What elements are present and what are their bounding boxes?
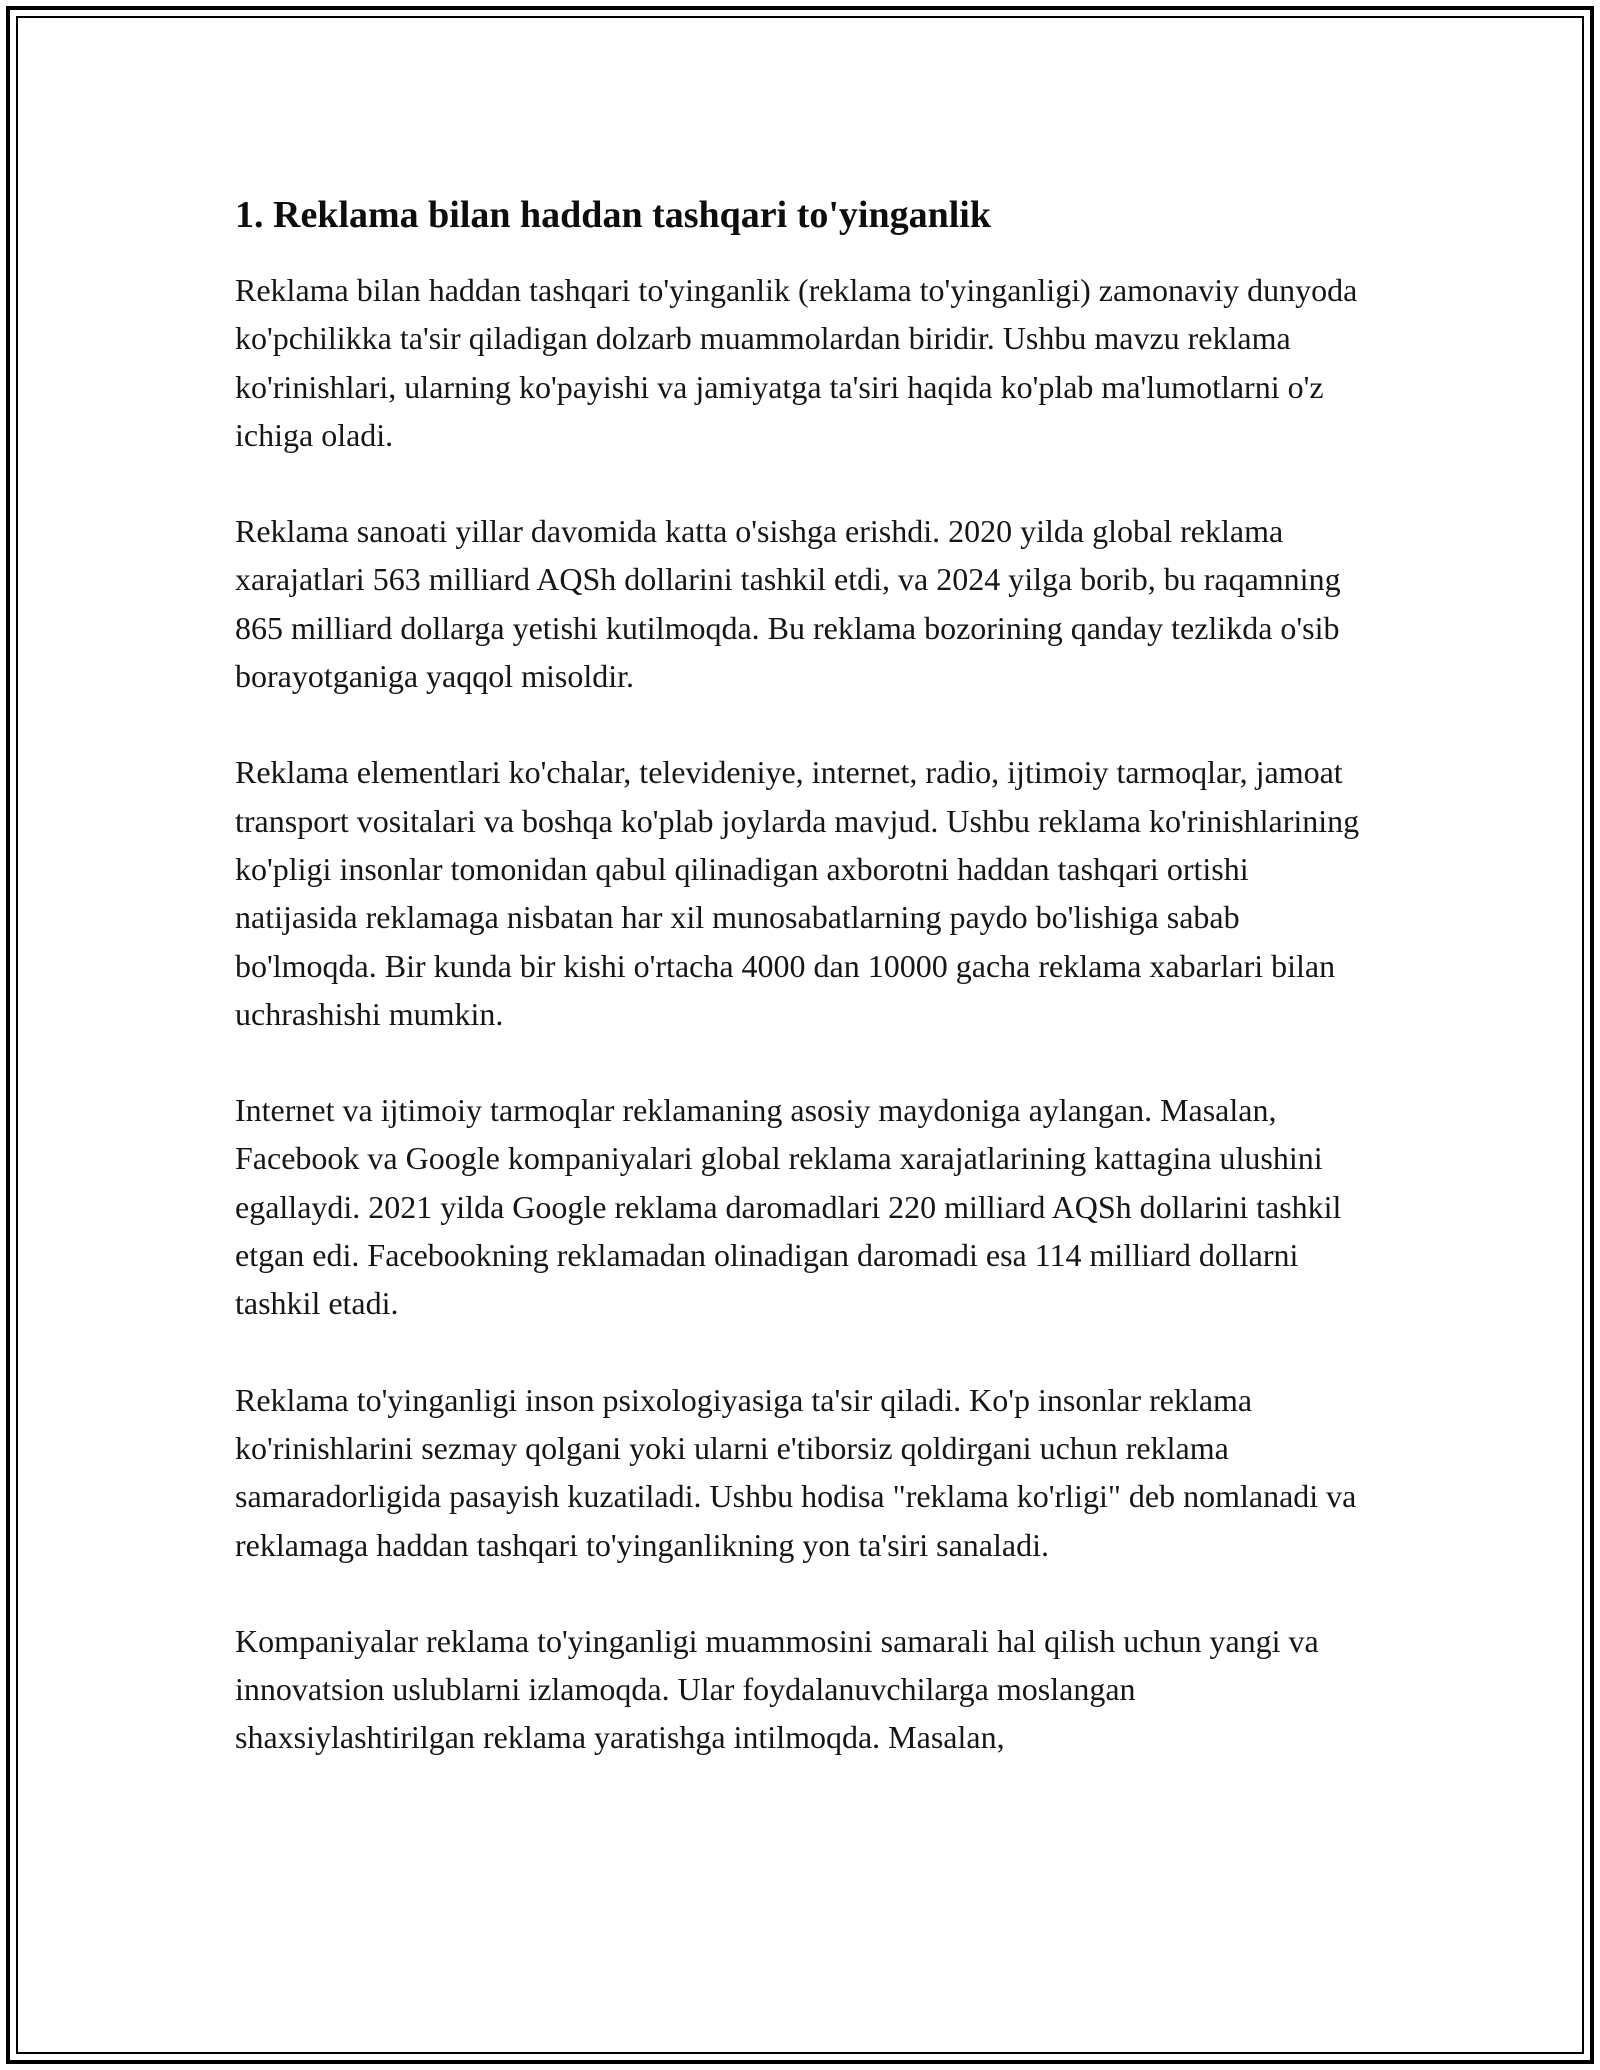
- paragraph-6: Kompaniyalar reklama to'yinganligi muammosini samarali hal qilish uchun yangi va innovatsion uslublarni izlamoqda. Ular foydalanuvchilarga moslangan shaxsiylashtirilgan reklama yaratishga intilmoqda. Masalan,: [235, 1622, 1319, 1756]
- paragraph-3: Reklama elementlari ko'chalar, televideniye, internet, radio, ijtimoiy tarmoqlar, jamoat transport vositalari va boshqa ko'plab joylarda mavjud. Ushbu reklama ko'rinishlarining ko'pligi insonlar tomonidan qabul qilinadigan axborotni haddan tashqari ortishi natijasida reklamaga nisbatan har xil munosabatlarning paydo bo'lishiga sabab bo'lmoqda. Bir kunda bir kishi o'rtacha 4000 dan 10000 gacha reklama xabarlari bilan uchrashishi mumkin.: [235, 754, 1360, 1032]
- document-body: [235, 188, 1365, 1810]
- paragraph-1: Reklama bilan haddan tashqari to'yinganlik (reklama to'yinganligi) zamonaviy dunyoda ko'pchilikka ta'sir qiladigan dolzarb muammolardan biridir. Ushbu mavzu reklama ko'rinishlari, ularning ko'payishi va jamiyatga ta'siri haqida ko'plab ma'lumotlarni o'z ichiga oladi.: [235, 272, 1358, 453]
- section-heading: 1. Reklama bilan haddan tashqari to'yinganlik: [235, 194, 991, 236]
- paragraph-2: Reklama sanoati yillar davomida katta o'sishga erishdi. 2020 yilda global reklama xarajatlari 563 milliard AQSh dollarini tashkil etdi, va 2024 yilga borib, bu raqamning 865 milliard dollarga yetishi kutilmoqda. Bu reklama bozorining qanday tezlikda o'sib borayotganiga yaqqol misoldir.: [235, 513, 1341, 695]
- paragraph-5: Reklama to'yinganligi inson psixologiyasiga ta'sir qiladi. Ko'p insonlar reklama ko'rinishlarini sezmay qolgani yoki ularni e'tiborsiz qoldirgani uchun reklama samaradorligida pasayish kuzatiladi. Ushbu hodisa "reklama ko'rligi" deb nomlanadi va reklamaga haddan tashqari to'yinganlikning yon ta'siri sanaladi.: [235, 1381, 1357, 1563]
- paragraph-4: Internet va ijtimoiy tarmoqlar reklamaning asosiy maydoniga aylangan. Masalan, Facebook va Google kompaniyalari global reklama xarajatlarining kattagina ulushini egallaydi. 2021 yilda Google reklama daromadlari 220 milliard AQSh dollarini tashkil etgan edi. Facebookning reklamadan olinadigan daromadi esa 114 milliard dollarni tashkil etadi.: [235, 1092, 1342, 1322]
